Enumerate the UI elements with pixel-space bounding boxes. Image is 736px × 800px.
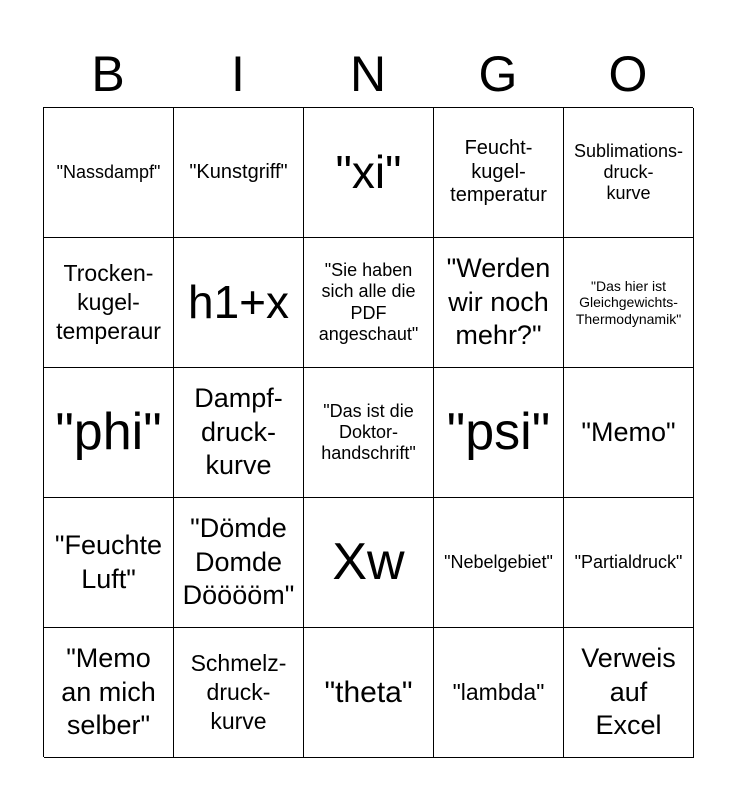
header-letter-g: G [478, 46, 518, 102]
bingo-cell: "Das hier ist Gleichgewichts- Thermodynamik" [564, 238, 694, 368]
bingo-cell: "theta" [304, 628, 434, 758]
bingo-cell: "Feuchte Luft" [44, 498, 174, 628]
bingo-cell: Dampf- druck- kurve [174, 368, 304, 498]
bingo-cell: "Werden wir noch mehr?" [434, 238, 564, 368]
bingo-cell: Verweis auf Excel [564, 628, 694, 758]
bingo-cell: "Kunstgriff" [174, 108, 304, 238]
bingo-cell: Schmelz- druck- kurve [174, 628, 304, 758]
bingo-cell: h1+x [174, 238, 304, 368]
bingo-cell: "Nebelgebiet" [434, 498, 564, 628]
bingo-cell: "Memo an mich selber" [44, 628, 174, 758]
bingo-cell: "xi" [304, 108, 434, 238]
bingo-cell: "Dömde Domde Dööööm" [174, 498, 304, 628]
bingo-cell: "Nassdampf" [44, 108, 174, 238]
header-letter-n: N [349, 46, 387, 102]
bingo-cell: Sublimations- druck- kurve [564, 108, 694, 238]
bingo-cell: "phi" [44, 368, 174, 498]
header-letter-i: I [231, 46, 245, 102]
bingo-cell: Xw [304, 498, 434, 628]
bingo-cell: Feucht- kugel- temperatur [434, 108, 564, 238]
bingo-cell: Trocken- kugel- temperaur [44, 238, 174, 368]
bingo-cell: "Partialdruck" [564, 498, 694, 628]
header-letter-b: B [91, 46, 125, 102]
bingo-cell: "lambda" [434, 628, 564, 758]
header-letter-o: O [608, 46, 648, 102]
bingo-cell: "psi" [434, 368, 564, 498]
bingo-cell: "Memo" [564, 368, 694, 498]
bingo-cell: "Sie haben sich alle die PDF angeschaut" [304, 238, 434, 368]
bingo-cell: "Das ist die Doktor- handschrift" [304, 368, 434, 498]
bingo-header [43, 40, 693, 108]
bingo-grid [43, 107, 693, 757]
